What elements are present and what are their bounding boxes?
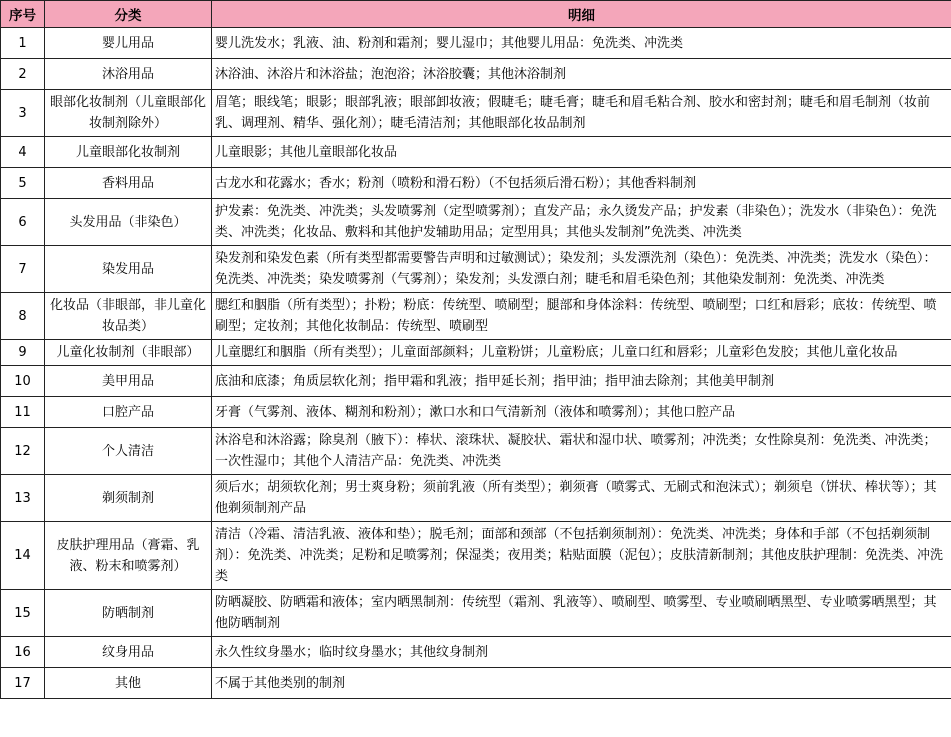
header-detail: 明细: [212, 1, 951, 28]
row-number: 11: [1, 397, 45, 428]
header-category: 分类: [45, 1, 212, 28]
row-category: 儿童眼部化妆制剂: [45, 137, 212, 168]
row-number: 9: [1, 340, 45, 366]
row-category: 剃须制剂: [45, 475, 212, 522]
row-category: 口腔产品: [45, 397, 212, 428]
table-row: [1, 90, 951, 137]
row-category: 沐浴用品: [45, 59, 212, 90]
row-number: 4: [1, 137, 45, 168]
row-category: 化妆品（非眼部，非儿童化妆品类）: [45, 293, 212, 340]
row-number: 16: [1, 637, 45, 668]
table-row: [1, 366, 951, 397]
row-category: 防晒制剂: [45, 590, 212, 637]
row-number: 15: [1, 590, 45, 637]
row-detail: 沐浴油、沐浴片和沐浴盐；泡泡浴；沐浴胶囊；其他沐浴制剂: [212, 59, 951, 90]
row-category: 染发用品: [45, 246, 212, 293]
row-category: 皮肤护理用品（膏霜、乳液、粉末和喷雾剂）: [45, 522, 212, 590]
table-row: [1, 637, 951, 668]
row-detail: 染发剂和染发色素（所有类型都需要警告声明和过敏测试）；染发剂；头发漂洗剂（染色）：免洗类、冲洗类；洗发水（染色）：免洗类、冲洗类；染发喷雾剂（气雾剂）；染发剂；头发漂白剂；睫毛和眉毛染色剂；其他染发制剂：免洗类、冲洗类: [212, 246, 951, 293]
row-number: 12: [1, 428, 45, 475]
table-row: [1, 199, 951, 246]
row-number: 5: [1, 168, 45, 199]
row-detail: 牙膏（气雾剂、液体、糊剂和粉剂）；漱口水和口气清新剂（液体和喷雾剂）；其他口腔产品: [212, 397, 951, 428]
row-category: 眼部化妆制剂（儿童眼部化妆制剂除外）: [45, 90, 212, 137]
header-number: 序号: [1, 1, 45, 28]
table-row: [1, 475, 951, 522]
row-number: 3: [1, 90, 45, 137]
table-row: [1, 137, 951, 168]
row-category: 婴儿用品: [45, 28, 212, 59]
table-row: [1, 590, 951, 637]
row-number: 13: [1, 475, 45, 522]
row-detail: 婴儿洗发水；乳液、油、粉剂和霜剂；婴儿湿巾；其他婴儿用品：免洗类、冲洗类: [212, 28, 951, 59]
row-number: 17: [1, 668, 45, 699]
row-category: 纹身用品: [45, 637, 212, 668]
row-detail: 清洁（冷霜、清洁乳液、液体和垫）；脱毛剂；面部和颈部（不包括剃须制剂）：免洗类、冲洗类；身体和手部（不包括剃须制剂）：免洗类、冲洗类；足粉和足喷雾剂；保湿类；夜用类；粘贴面膜（泥包）；皮肤清新制剂；其他皮肤护理制：免洗类、冲洗类: [212, 522, 951, 590]
row-detail: 眉笔；眼线笔；眼影；眼部乳液；眼部卸妆液；假睫毛；睫毛膏；睫毛和眉毛粘合剂、胶水和密封剂；睫毛和眉毛制剂（妆前乳、调理剂、精华、强化剂）；睫毛清洁剂；其他眼部化妆品制剂: [212, 90, 951, 137]
row-category: 儿童化妆制剂（非眼部）: [45, 340, 212, 366]
row-number: 10: [1, 366, 45, 397]
row-detail: 护发素：免洗类、冲洗类；头发喷雾剂（定型喷雾剂）；直发产品；永久烫发产品；护发素（非染色）；洗发水（非染色）：免洗类、冲洗类；化妆品、敷料和其他护发辅助用品；定型用具；其他头发制剂”免洗类、冲洗类: [212, 199, 951, 246]
row-detail: 腮红和胭脂（所有类型）；扑粉；粉底：传统型、喷刷型；腿部和身体涂料：传统型、喷刷型；口红和唇彩；底妆：传统型、喷刷型；定妆剂；其他化妆制品：传统型、喷刷型: [212, 293, 951, 340]
table-row: [1, 397, 951, 428]
row-number: 2: [1, 59, 45, 90]
table-row: [1, 59, 951, 90]
row-number: 7: [1, 246, 45, 293]
row-number: 8: [1, 293, 45, 340]
row-category: 其他: [45, 668, 212, 699]
row-category: 香料用品: [45, 168, 212, 199]
table-row: [1, 522, 951, 590]
row-category: 美甲用品: [45, 366, 212, 397]
row-detail: 沐浴皂和沐浴露；除臭剂（腋下）：棒状、滚珠状、凝胶状、霜状和湿巾状、喷雾剂；冲洗类；女性除臭剂：免洗类、冲洗类；一次性湿巾；其他个人清洁产品：免洗类、冲洗类: [212, 428, 951, 475]
table-row: [1, 28, 951, 59]
table-row: [1, 246, 951, 293]
row-number: 6: [1, 199, 45, 246]
row-detail: 儿童眼影；其他儿童眼部化妆品: [212, 137, 951, 168]
row-category: 个人清洁: [45, 428, 212, 475]
row-detail: 底油和底漆；角质层软化剂；指甲霜和乳液；指甲延长剂；指甲油；指甲油去除剂；其他美甲制剂: [212, 366, 951, 397]
row-category: 头发用品（非染色）: [45, 199, 212, 246]
table-row: [1, 668, 951, 699]
table-row: [1, 168, 951, 199]
table-row: [1, 428, 951, 475]
row-detail: 防晒凝胶、防晒霜和液体；室内晒黑制剂：传统型（霜剂、乳液等）、喷刷型、喷雾型、专业喷刷晒黑型、专业喷雾晒黑型；其他防晒制剂: [212, 590, 951, 637]
row-number: 1: [1, 28, 45, 59]
row-detail: 永久性纹身墨水；临时纹身墨水；其他纹身制剂: [212, 637, 951, 668]
row-detail: 不属于其他类别的制剂: [212, 668, 951, 699]
row-number: 14: [1, 522, 45, 590]
row-detail: 古龙水和花露水；香水；粉剂（喷粉和滑石粉）（不包括须后滑石粉）；其他香料制剂: [212, 168, 951, 199]
header-row: [1, 1, 951, 28]
row-detail: 儿童腮红和胭脂（所有类型）；儿童面部颜料；儿童粉饼；儿童粉底；儿童口红和唇彩；儿童彩色发胶；其他儿童化妆品: [212, 340, 951, 366]
table-row: [1, 293, 951, 340]
row-detail: 须后水；胡须软化剂；男士爽身粉；须前乳液（所有类型）；剃须膏（喷雾式、无刷式和泡沫式）；剃须皂（饼状、棒状等）；其他剃须制剂产品: [212, 475, 951, 522]
table-row: [1, 340, 951, 366]
